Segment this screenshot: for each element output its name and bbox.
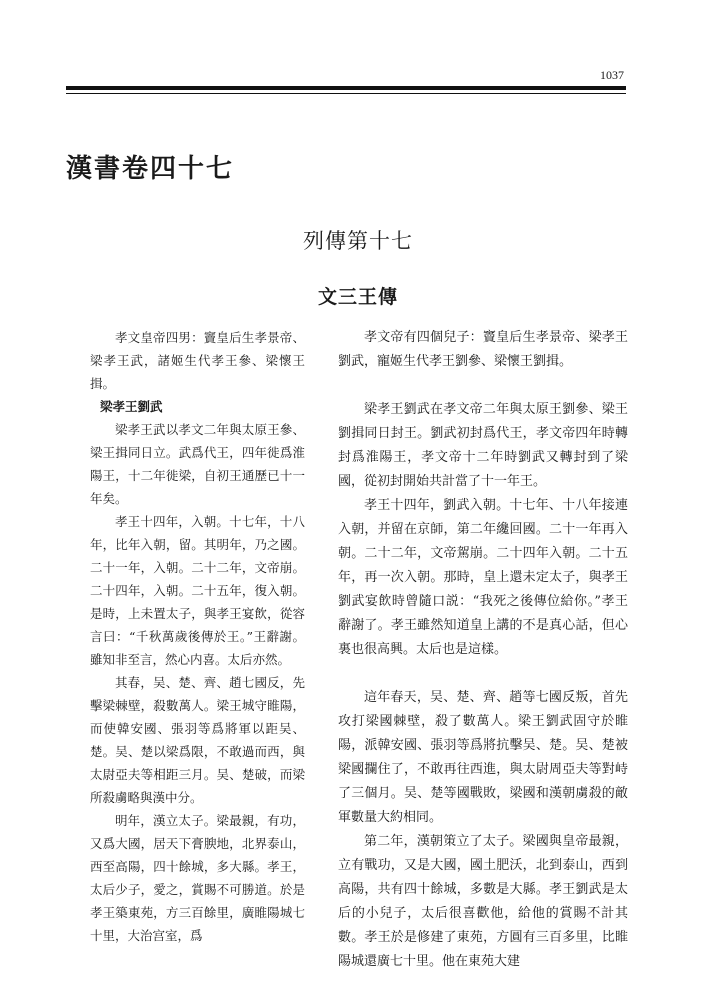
translation-paragraph: 孝王十四年，劉武入朝。十七年、十八年接連入朝，并留在京師，第二年纔回國。二十一年再入朝。二十二年，文帝駕崩。二十四年入朝。二十五年，再一次入朝。那時，皇上還未定太子，與孝王劉武宴飲時曾隨口説：“我死之後傳位給你。”孝王辭謝了。孝王雖然知道皇上講的不是真心話，但心裏也很高興。太后也是這樣。: [338, 498, 628, 657]
book-title: 漢書卷四十七: [66, 154, 235, 184]
translation-text-column: [338, 326, 628, 974]
header-rule-thin: [66, 93, 626, 94]
chapter-title: 列傳第十七: [303, 229, 413, 253]
section-heading: 梁孝王劉武: [100, 399, 163, 414]
header-rule-thick: [66, 86, 626, 90]
classical-text-column: [90, 326, 305, 947]
translation-paragraph: 梁孝王劉武在孝文帝二年與太原王劉參、梁王劉揖同日封王。劉武初封爲代王，孝文帝四年時轉封爲淮陽王，孝文帝十二年時劉武又轉封到了梁國，從初封開始共計當了十一年王。: [338, 402, 628, 489]
classical-paragraph: 其春，吴、楚、齊、趙七國反，先擊梁棘壁，殺數萬人。梁王城守睢陽，而使韓安國、張羽等爲將軍以距吴、楚。吴、楚以梁爲限，不敢過而西，與太尉亞夫等相距三月。吴、楚破，而梁所殺虜略與漢中分。: [90, 675, 305, 805]
paragraph-gap: [338, 374, 628, 398]
classical-paragraph: 明年，漢立太子。梁最親，有功，又爲大國，居天下膏腴地，北界泰山，西至高陽，四十餘城，多大縣。孝王，太后少子，愛之，賞賜不可勝道。於是孝王築東苑，方三百餘里，廣睢陽城七十里，大治宫室，爲: [90, 813, 305, 943]
page-number: 1037: [600, 68, 624, 82]
classical-paragraph: 孝王十四年，入朝。十七年，十八年，比年入朝，留。其明年，乃之國。二十一年，入朝。二十二年，文帝崩。二十四年，入朝。二十五年，復入朝。是時，上未置太子，與孝王宴飲，從容言曰：“千秋萬歲後傳於王。”王辭謝。雖知非至言，然心内喜。太后亦然。: [90, 514, 305, 667]
classical-paragraph: 孝文皇帝四男：竇皇后生孝景帝、梁孝王武，諸姬生代孝王參、梁懷王揖。: [90, 330, 305, 391]
section-subtitle: 文三王傳: [317, 286, 398, 308]
translation-paragraph: 孝文帝有四個兒子：竇皇后生孝景帝、梁孝王劉武，寵姬生代孝王劉參、梁懷王劉揖。: [338, 330, 628, 369]
classical-paragraph: 梁孝王武以孝文二年與太原王參、梁王揖同日立。武爲代王，四年徙爲淮陽王，十二年徙梁，自初王通歷已十一年矣。: [90, 422, 305, 506]
translation-paragraph: 這年春天，吴、楚、齊、趙等七國反叛，首先攻打梁國棘壁，殺了數萬人。梁王劉武固守於睢陽，派韓安國、張羽等爲將抗擊吴、楚。吴、楚被梁國攔住了，不敢再往西進，與太尉周亞夫等對峙了三個月。吴、楚等國戰敗，梁國和漢朝虜殺的敵軍數量大約相同。: [338, 690, 628, 825]
translation-paragraph: 第二年，漢朝策立了太子。梁國與皇帝最親，立有戰功，又是大國，國土肥沃，北到泰山，西到高陽，共有四十餘城，多數是大縣。孝王劉武是太后的小兒子，太后很喜歡他，給他的賞賜不計其數。孝王於是修建了東苑，方圓有三百多里，比睢陽城還廣七十里。他在東苑大建: [338, 834, 628, 969]
paragraph-gap: [338, 662, 628, 686]
